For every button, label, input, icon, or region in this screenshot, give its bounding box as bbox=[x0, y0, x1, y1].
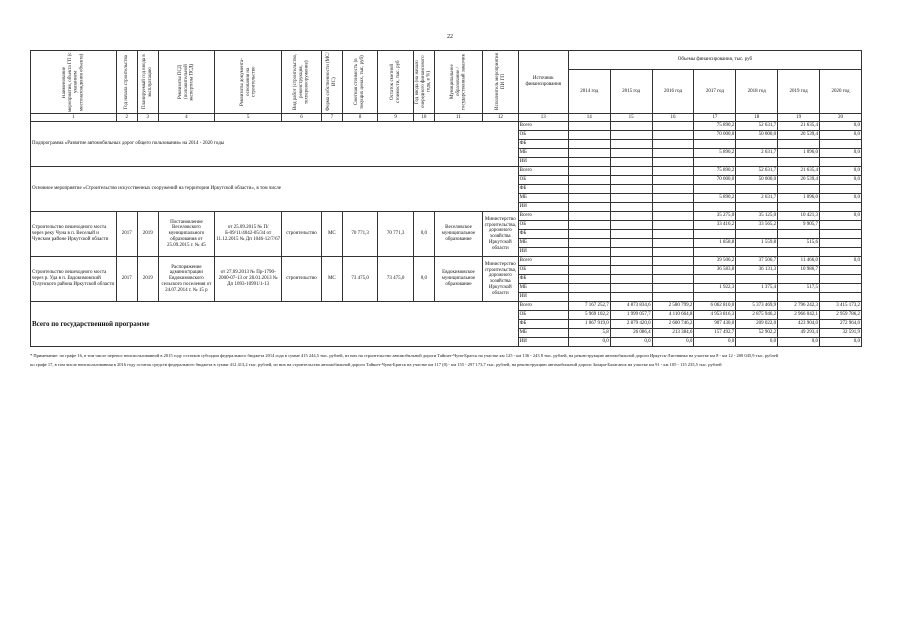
column-number: 13 bbox=[518, 114, 568, 122]
value-cell: 2 600 746,2 bbox=[652, 320, 694, 329]
value-cell bbox=[610, 194, 652, 203]
value-cell bbox=[568, 131, 610, 140]
value-cell bbox=[568, 275, 610, 284]
source-cell: ИИ bbox=[518, 293, 568, 302]
header-doc: Реквизиты документа-основания на строительство bbox=[239, 58, 257, 106]
value-cell bbox=[568, 167, 610, 176]
value-cell: 0,0 bbox=[694, 338, 736, 347]
value-cell bbox=[652, 167, 694, 176]
value-cell bbox=[610, 266, 652, 275]
header-year: 2015 год bbox=[610, 70, 652, 114]
value-cell: 2 875 946,2 bbox=[736, 311, 778, 320]
source-cell: ИИ bbox=[518, 203, 568, 212]
header-cost: Сметная стоимость (в текущих ценах, тыс. руб) bbox=[354, 55, 366, 109]
column-number: 4 bbox=[158, 114, 215, 122]
object-doc: от 25.09.2015 № П/Б-09/11/4042-05/34 от 11.12.2015 № Дп 1046-12/7/67 bbox=[215, 212, 282, 257]
value-cell: 5 890,2 bbox=[694, 149, 736, 158]
value-cell bbox=[610, 230, 652, 239]
value-cell bbox=[610, 158, 652, 167]
column-number: 9 bbox=[378, 114, 414, 122]
value-cell bbox=[652, 131, 694, 140]
source-cell: Всего bbox=[518, 302, 568, 311]
value-cell bbox=[652, 185, 694, 194]
value-cell: 0,0 bbox=[820, 167, 862, 176]
object-name: Строительство пешеходного моста через р. Уда в п. Евдокимовский Тулунского района Иркутской области bbox=[31, 257, 117, 302]
value-cell bbox=[610, 275, 652, 284]
column-number: 8 bbox=[342, 114, 378, 122]
header-year: 2014 год bbox=[568, 70, 610, 114]
value-cell: 4 110 664,8 bbox=[652, 311, 694, 320]
value-cell: 5,8 bbox=[568, 329, 610, 338]
section-title: Подпрограмма «Развитие автомобильных дорог общего пользования» на 2014 - 2020 годы bbox=[31, 122, 519, 167]
object-work: строительство bbox=[282, 257, 322, 302]
object-ownership: МС bbox=[321, 257, 342, 302]
source-cell: ОБ bbox=[518, 176, 568, 185]
value-cell bbox=[610, 257, 652, 266]
value-cell bbox=[652, 221, 694, 230]
column-number: 2 bbox=[116, 114, 137, 122]
value-cell bbox=[820, 266, 862, 275]
value-cell bbox=[610, 212, 652, 221]
total-title: Всего по государственной программе bbox=[31, 302, 519, 347]
value-cell bbox=[694, 275, 736, 284]
column-number: 14 bbox=[568, 114, 610, 122]
header-year: 2018 год bbox=[736, 70, 778, 114]
value-cell bbox=[820, 284, 862, 293]
value-cell bbox=[778, 140, 820, 149]
value-cell bbox=[652, 158, 694, 167]
value-cell: 209 022,0 bbox=[736, 320, 778, 329]
value-cell bbox=[652, 293, 694, 302]
object-name: Строительство пешеходного моста через реку Чуна в п. Веселый и Чунском районе Иркутской области bbox=[31, 212, 117, 257]
value-cell: 35 275,0 bbox=[694, 212, 736, 221]
value-cell: 1 999 057,7 bbox=[610, 311, 652, 320]
column-number: 15 bbox=[610, 114, 652, 122]
value-cell bbox=[820, 248, 862, 257]
source-cell: ФБ bbox=[518, 320, 568, 329]
value-cell bbox=[694, 248, 736, 257]
source-cell: МБ bbox=[518, 239, 568, 248]
object-exec: Министерство строительства, дорожного хозяйства Иркутской области bbox=[483, 212, 519, 257]
header-year: 2019 год bbox=[778, 70, 820, 114]
value-cell bbox=[568, 284, 610, 293]
value-cell: 517,5 bbox=[778, 284, 820, 293]
value-cell: 75 890,2 bbox=[694, 122, 736, 131]
object-doc: от 27.09.2013 № Пр-1790-2000-07-13 от 28.01.2013 № Дп 1093-10991/1-13 bbox=[215, 257, 282, 302]
value-cell bbox=[568, 185, 610, 194]
value-cell: 0,0 bbox=[820, 176, 862, 185]
source-cell: ОБ bbox=[518, 131, 568, 140]
column-number: 3 bbox=[137, 114, 158, 122]
header-psd: Реквизиты ПСД (положительной экспертизы ПСД) bbox=[177, 63, 195, 101]
column-number: 6 bbox=[282, 114, 322, 122]
value-cell bbox=[652, 275, 694, 284]
column-number: 10 bbox=[413, 114, 434, 122]
value-cell: 0,0 bbox=[652, 338, 694, 347]
value-cell: 52 902,2 bbox=[736, 329, 778, 338]
value-cell bbox=[568, 257, 610, 266]
source-cell: ФБ bbox=[518, 140, 568, 149]
column-number: 5 bbox=[215, 114, 282, 122]
value-cell: 21 635,4 bbox=[778, 122, 820, 131]
value-cell bbox=[694, 185, 736, 194]
source-cell: МБ bbox=[518, 149, 568, 158]
header-year: 2017 год bbox=[694, 70, 736, 114]
value-cell bbox=[694, 230, 736, 239]
section-title: Основное мероприятие «Строительство искусственных сооружений на территории Иркутской области», в том числе bbox=[31, 167, 519, 212]
object-psd: Распоряжение администрации Евдокимовского сельского поселения от 24.07.2014 г. № 15 р bbox=[158, 257, 215, 302]
value-cell bbox=[652, 239, 694, 248]
program-table bbox=[30, 50, 862, 347]
value-cell bbox=[820, 158, 862, 167]
value-cell bbox=[610, 131, 652, 140]
value-cell bbox=[652, 122, 694, 131]
object-rest: 73 475,0 bbox=[378, 257, 414, 302]
value-cell bbox=[778, 230, 820, 239]
value-cell: 2 796 242,3 bbox=[778, 302, 820, 311]
value-cell bbox=[694, 293, 736, 302]
source-cell: ФБ bbox=[518, 230, 568, 239]
source-cell: ИИ bbox=[518, 158, 568, 167]
value-cell: 2 631,7 bbox=[736, 149, 778, 158]
value-cell bbox=[652, 266, 694, 275]
value-cell: 52 631,7 bbox=[736, 167, 778, 176]
table-row bbox=[31, 212, 862, 221]
header-source: Источник финансирования bbox=[525, 76, 561, 87]
object-ownership: МС bbox=[321, 212, 342, 257]
source-cell: ОБ bbox=[518, 311, 568, 320]
value-cell bbox=[820, 221, 862, 230]
value-cell bbox=[652, 257, 694, 266]
value-cell: 33 416,2 bbox=[694, 221, 736, 230]
value-cell: 32 591,9 bbox=[820, 329, 862, 338]
value-cell: 26 086,4 bbox=[610, 329, 652, 338]
value-cell bbox=[778, 293, 820, 302]
header-year: 2016 год bbox=[652, 70, 694, 114]
value-cell bbox=[778, 185, 820, 194]
value-cell bbox=[736, 230, 778, 239]
header-start: Год начала строительства bbox=[123, 54, 129, 110]
value-cell: 1 096,0 bbox=[778, 149, 820, 158]
column-number: 16 bbox=[652, 114, 694, 122]
header-name: Наименование мероприятия, объекта ГП (с указанием местонахождения объекта) bbox=[61, 52, 85, 112]
value-cell: 0,0 bbox=[820, 338, 862, 347]
object-cost: 70 771,3 bbox=[342, 212, 378, 257]
value-cell bbox=[652, 212, 694, 221]
value-cell: 10 986,7 bbox=[778, 266, 820, 275]
source-cell: ОБ bbox=[518, 221, 568, 230]
value-cell: 33 565,2 bbox=[736, 221, 778, 230]
source-cell: МБ bbox=[518, 329, 568, 338]
value-cell: 20 539,4 bbox=[778, 176, 820, 185]
value-cell bbox=[652, 203, 694, 212]
header-year: 2020 год bbox=[820, 70, 862, 114]
value-cell: 1 858,8 bbox=[694, 239, 736, 248]
table-row bbox=[31, 167, 862, 176]
value-cell bbox=[568, 158, 610, 167]
object-cost: 73 475,0 bbox=[342, 257, 378, 302]
value-cell bbox=[610, 167, 652, 176]
value-cell: 35 125,0 bbox=[736, 212, 778, 221]
value-cell: 0,0 bbox=[736, 338, 778, 347]
value-cell: 5 890,2 bbox=[694, 194, 736, 203]
column-number: 11 bbox=[434, 114, 482, 122]
value-cell: 4 953 816,3 bbox=[694, 311, 736, 320]
value-cell bbox=[610, 140, 652, 149]
value-cell bbox=[568, 248, 610, 257]
value-cell bbox=[568, 212, 610, 221]
value-cell bbox=[820, 185, 862, 194]
value-cell: 0,0 bbox=[820, 149, 862, 158]
value-cell: 10 421,3 bbox=[778, 212, 820, 221]
value-cell bbox=[610, 176, 652, 185]
value-cell bbox=[610, 284, 652, 293]
value-cell: 2 966 042,1 bbox=[778, 311, 820, 320]
value-cell bbox=[568, 266, 610, 275]
source-cell: ИИ bbox=[518, 338, 568, 347]
value-cell: 0,0 bbox=[778, 338, 820, 347]
table-row bbox=[31, 257, 862, 266]
value-cell: 75 890,2 bbox=[694, 167, 736, 176]
value-cell bbox=[778, 275, 820, 284]
object-pct: 0,0 bbox=[413, 257, 434, 302]
value-cell bbox=[610, 248, 652, 257]
value-cell: 7 167 252,7 bbox=[568, 302, 610, 311]
value-cell: 2 580 799,2 bbox=[652, 302, 694, 311]
value-cell: 9 905,7 bbox=[778, 221, 820, 230]
value-cell bbox=[610, 122, 652, 131]
value-cell bbox=[610, 239, 652, 248]
value-cell: 1 067 919,0 bbox=[568, 320, 610, 329]
source-cell: ОБ bbox=[518, 266, 568, 275]
source-cell: Всего bbox=[518, 257, 568, 266]
value-cell: 0,0 bbox=[820, 122, 862, 131]
value-cell: 0,0 bbox=[568, 338, 610, 347]
value-cell bbox=[610, 203, 652, 212]
header-funding: Объемы финансирования, тыс. руб bbox=[677, 57, 753, 63]
object-rest: 70 771,3 bbox=[378, 212, 414, 257]
header-work: Вид работ (строительство, реконструкция, техперевооружение) bbox=[292, 53, 310, 111]
value-cell bbox=[694, 158, 736, 167]
value-cell bbox=[652, 230, 694, 239]
value-cell: 907 430,0 bbox=[694, 320, 736, 329]
page-number: 22 bbox=[447, 34, 453, 40]
source-cell: ИИ bbox=[518, 248, 568, 257]
value-cell: 423 904,0 bbox=[778, 320, 820, 329]
value-cell bbox=[736, 293, 778, 302]
value-cell bbox=[778, 203, 820, 212]
value-cell bbox=[820, 239, 862, 248]
value-cell bbox=[652, 149, 694, 158]
source-cell: ФБ bbox=[518, 275, 568, 284]
object-exec: Министерство строительства, дорожного хозяйства Иркутской области bbox=[483, 257, 519, 302]
value-cell: 0,0 bbox=[820, 212, 862, 221]
header-ownership: Форма собственности (МС/ИС) bbox=[326, 52, 337, 112]
source-cell: Всего bbox=[518, 122, 568, 131]
header-pct: Год ввода (на начало очередного финансового года, в %) bbox=[415, 55, 432, 109]
value-cell: 0,0 bbox=[820, 257, 862, 266]
value-cell bbox=[694, 140, 736, 149]
value-cell: 21 635,4 bbox=[778, 167, 820, 176]
value-cell: 70 000,0 bbox=[694, 176, 736, 185]
footnote-text: * Примечание: по графе 16, в том числе перенос неиспользованной в 2015 году остатков субсидии федерального бюджета 2014 года в сумме 415 244,5 тыс. рублей, из них на строительство автомобильной дороги Тайшет-Чуна-Братск на участке км 125 - км 136 - 243 8 тыс. рублей, на реконструкцию автомобильной дороги Иркутск-Листвянка на участке км 8 - км 12 - 200 045,9 тыс. рублей bbox=[30, 353, 779, 358]
value-cell: 50 000,0 bbox=[736, 131, 778, 140]
object-psd: Постановление Веселовского муниципального образования от 25.09.2015 г. № 45 bbox=[158, 212, 215, 257]
value-cell bbox=[820, 140, 862, 149]
value-cell bbox=[568, 194, 610, 203]
object-start: 2017 bbox=[116, 257, 137, 302]
value-cell bbox=[568, 239, 610, 248]
value-cell: 2 631,7 bbox=[736, 194, 778, 203]
value-cell bbox=[736, 275, 778, 284]
value-cell bbox=[568, 149, 610, 158]
object-end: 2019 bbox=[137, 257, 158, 302]
value-cell: 1 922,3 bbox=[694, 284, 736, 293]
value-cell bbox=[736, 248, 778, 257]
object-mo: Веселовское муниципальное образование bbox=[434, 212, 482, 257]
source-cell: МБ bbox=[518, 194, 568, 203]
value-cell: 5 373 469,9 bbox=[736, 302, 778, 311]
value-cell: 5 969 102,2 bbox=[568, 311, 610, 320]
column-number: 1 bbox=[31, 114, 117, 122]
value-cell: 3 415 173,2 bbox=[820, 302, 862, 311]
value-cell: 213 384,6 bbox=[652, 329, 694, 338]
value-cell: 6 062 810,0 bbox=[694, 302, 736, 311]
value-cell bbox=[736, 140, 778, 149]
column-number: 18 bbox=[736, 114, 778, 122]
value-cell bbox=[820, 293, 862, 302]
value-cell bbox=[736, 158, 778, 167]
column-number: 7 bbox=[321, 114, 342, 122]
value-cell bbox=[568, 122, 610, 131]
object-pct: 0,0 bbox=[413, 212, 434, 257]
value-cell bbox=[652, 194, 694, 203]
value-cell bbox=[610, 293, 652, 302]
object-end: 2019 bbox=[137, 212, 158, 257]
value-cell: 50 000,0 bbox=[736, 176, 778, 185]
value-cell bbox=[610, 221, 652, 230]
footnote-text: по графе 17, в том числе неиспользованная в 2016 году остаток средств федерального бюджета в сумме 412 413,2 тыс. рублей, из них на строительство автомобильной дороги Тайшет-Чуна-Братск на участке км 117 (0) - км 155 - 297 173,7 тыс. рублей, на реконструкцию автомобильной дороги Залари-Балаганск на участке км 91 - км 105 - 115 235,5 тыс. рублей bbox=[30, 361, 722, 367]
value-cell bbox=[568, 203, 610, 212]
value-cell: 0,0 bbox=[820, 194, 862, 203]
value-cell bbox=[652, 284, 694, 293]
value-cell bbox=[778, 248, 820, 257]
column-number: 12 bbox=[483, 114, 519, 122]
header-end: Планируемый год ввода в эксплуатацию bbox=[141, 54, 153, 110]
source-cell: ФБ bbox=[518, 185, 568, 194]
value-cell: 20 539,4 bbox=[778, 131, 820, 140]
header-exec: Исполнитель мероприятия ПИ ГП bbox=[494, 53, 506, 111]
value-cell: 49 293,4 bbox=[778, 329, 820, 338]
value-cell bbox=[568, 176, 610, 185]
value-cell: 0,0 bbox=[610, 338, 652, 347]
value-cell: 70 000,0 bbox=[694, 131, 736, 140]
source-cell: Всего bbox=[518, 167, 568, 176]
value-cell bbox=[778, 158, 820, 167]
column-number: 17 bbox=[694, 114, 736, 122]
value-cell bbox=[568, 230, 610, 239]
object-start: 2017 bbox=[116, 212, 137, 257]
value-cell bbox=[568, 140, 610, 149]
header-mo: Муниципальное образование / государственный заказчик bbox=[449, 54, 467, 111]
value-cell: 1 096,0 bbox=[778, 194, 820, 203]
value-cell bbox=[652, 248, 694, 257]
value-cell bbox=[820, 275, 862, 284]
value-cell bbox=[610, 149, 652, 158]
value-cell bbox=[736, 185, 778, 194]
value-cell bbox=[694, 203, 736, 212]
value-cell bbox=[736, 203, 778, 212]
object-mo: Евдокимовское муниципальное образование bbox=[434, 257, 482, 302]
value-cell: 272 964,0 bbox=[820, 320, 862, 329]
value-cell bbox=[820, 230, 862, 239]
value-cell: 0,0 bbox=[820, 131, 862, 140]
value-cell: 515,6 bbox=[778, 239, 820, 248]
table-row bbox=[31, 122, 862, 131]
value-cell: 36 131,3 bbox=[736, 266, 778, 275]
object-work: строительство bbox=[282, 212, 322, 257]
value-cell: 2 959 786,2 bbox=[820, 311, 862, 320]
column-number: 19 bbox=[778, 114, 820, 122]
value-cell: 36 583,8 bbox=[694, 266, 736, 275]
value-cell bbox=[568, 221, 610, 230]
value-cell bbox=[610, 185, 652, 194]
value-cell: 2 879 420,0 bbox=[610, 320, 652, 329]
value-cell: 37 506,7 bbox=[736, 257, 778, 266]
column-number: 20 bbox=[820, 114, 862, 122]
header-rest: Остаток сметной стоимости, тыс. руб bbox=[389, 60, 401, 104]
value-cell: 1 559,8 bbox=[736, 239, 778, 248]
value-cell bbox=[652, 176, 694, 185]
value-cell bbox=[652, 140, 694, 149]
value-cell: 157 492,7 bbox=[694, 329, 736, 338]
table-row bbox=[31, 302, 862, 311]
source-cell: МБ bbox=[518, 284, 568, 293]
value-cell: 4 873 834,6 bbox=[610, 302, 652, 311]
value-cell: 39 506,2 bbox=[694, 257, 736, 266]
value-cell: 1 375,4 bbox=[736, 284, 778, 293]
value-cell bbox=[568, 293, 610, 302]
value-cell: 52 631,7 bbox=[736, 122, 778, 131]
value-cell bbox=[820, 203, 862, 212]
value-cell: 11 466,0 bbox=[778, 257, 820, 266]
source-cell: Всего bbox=[518, 212, 568, 221]
